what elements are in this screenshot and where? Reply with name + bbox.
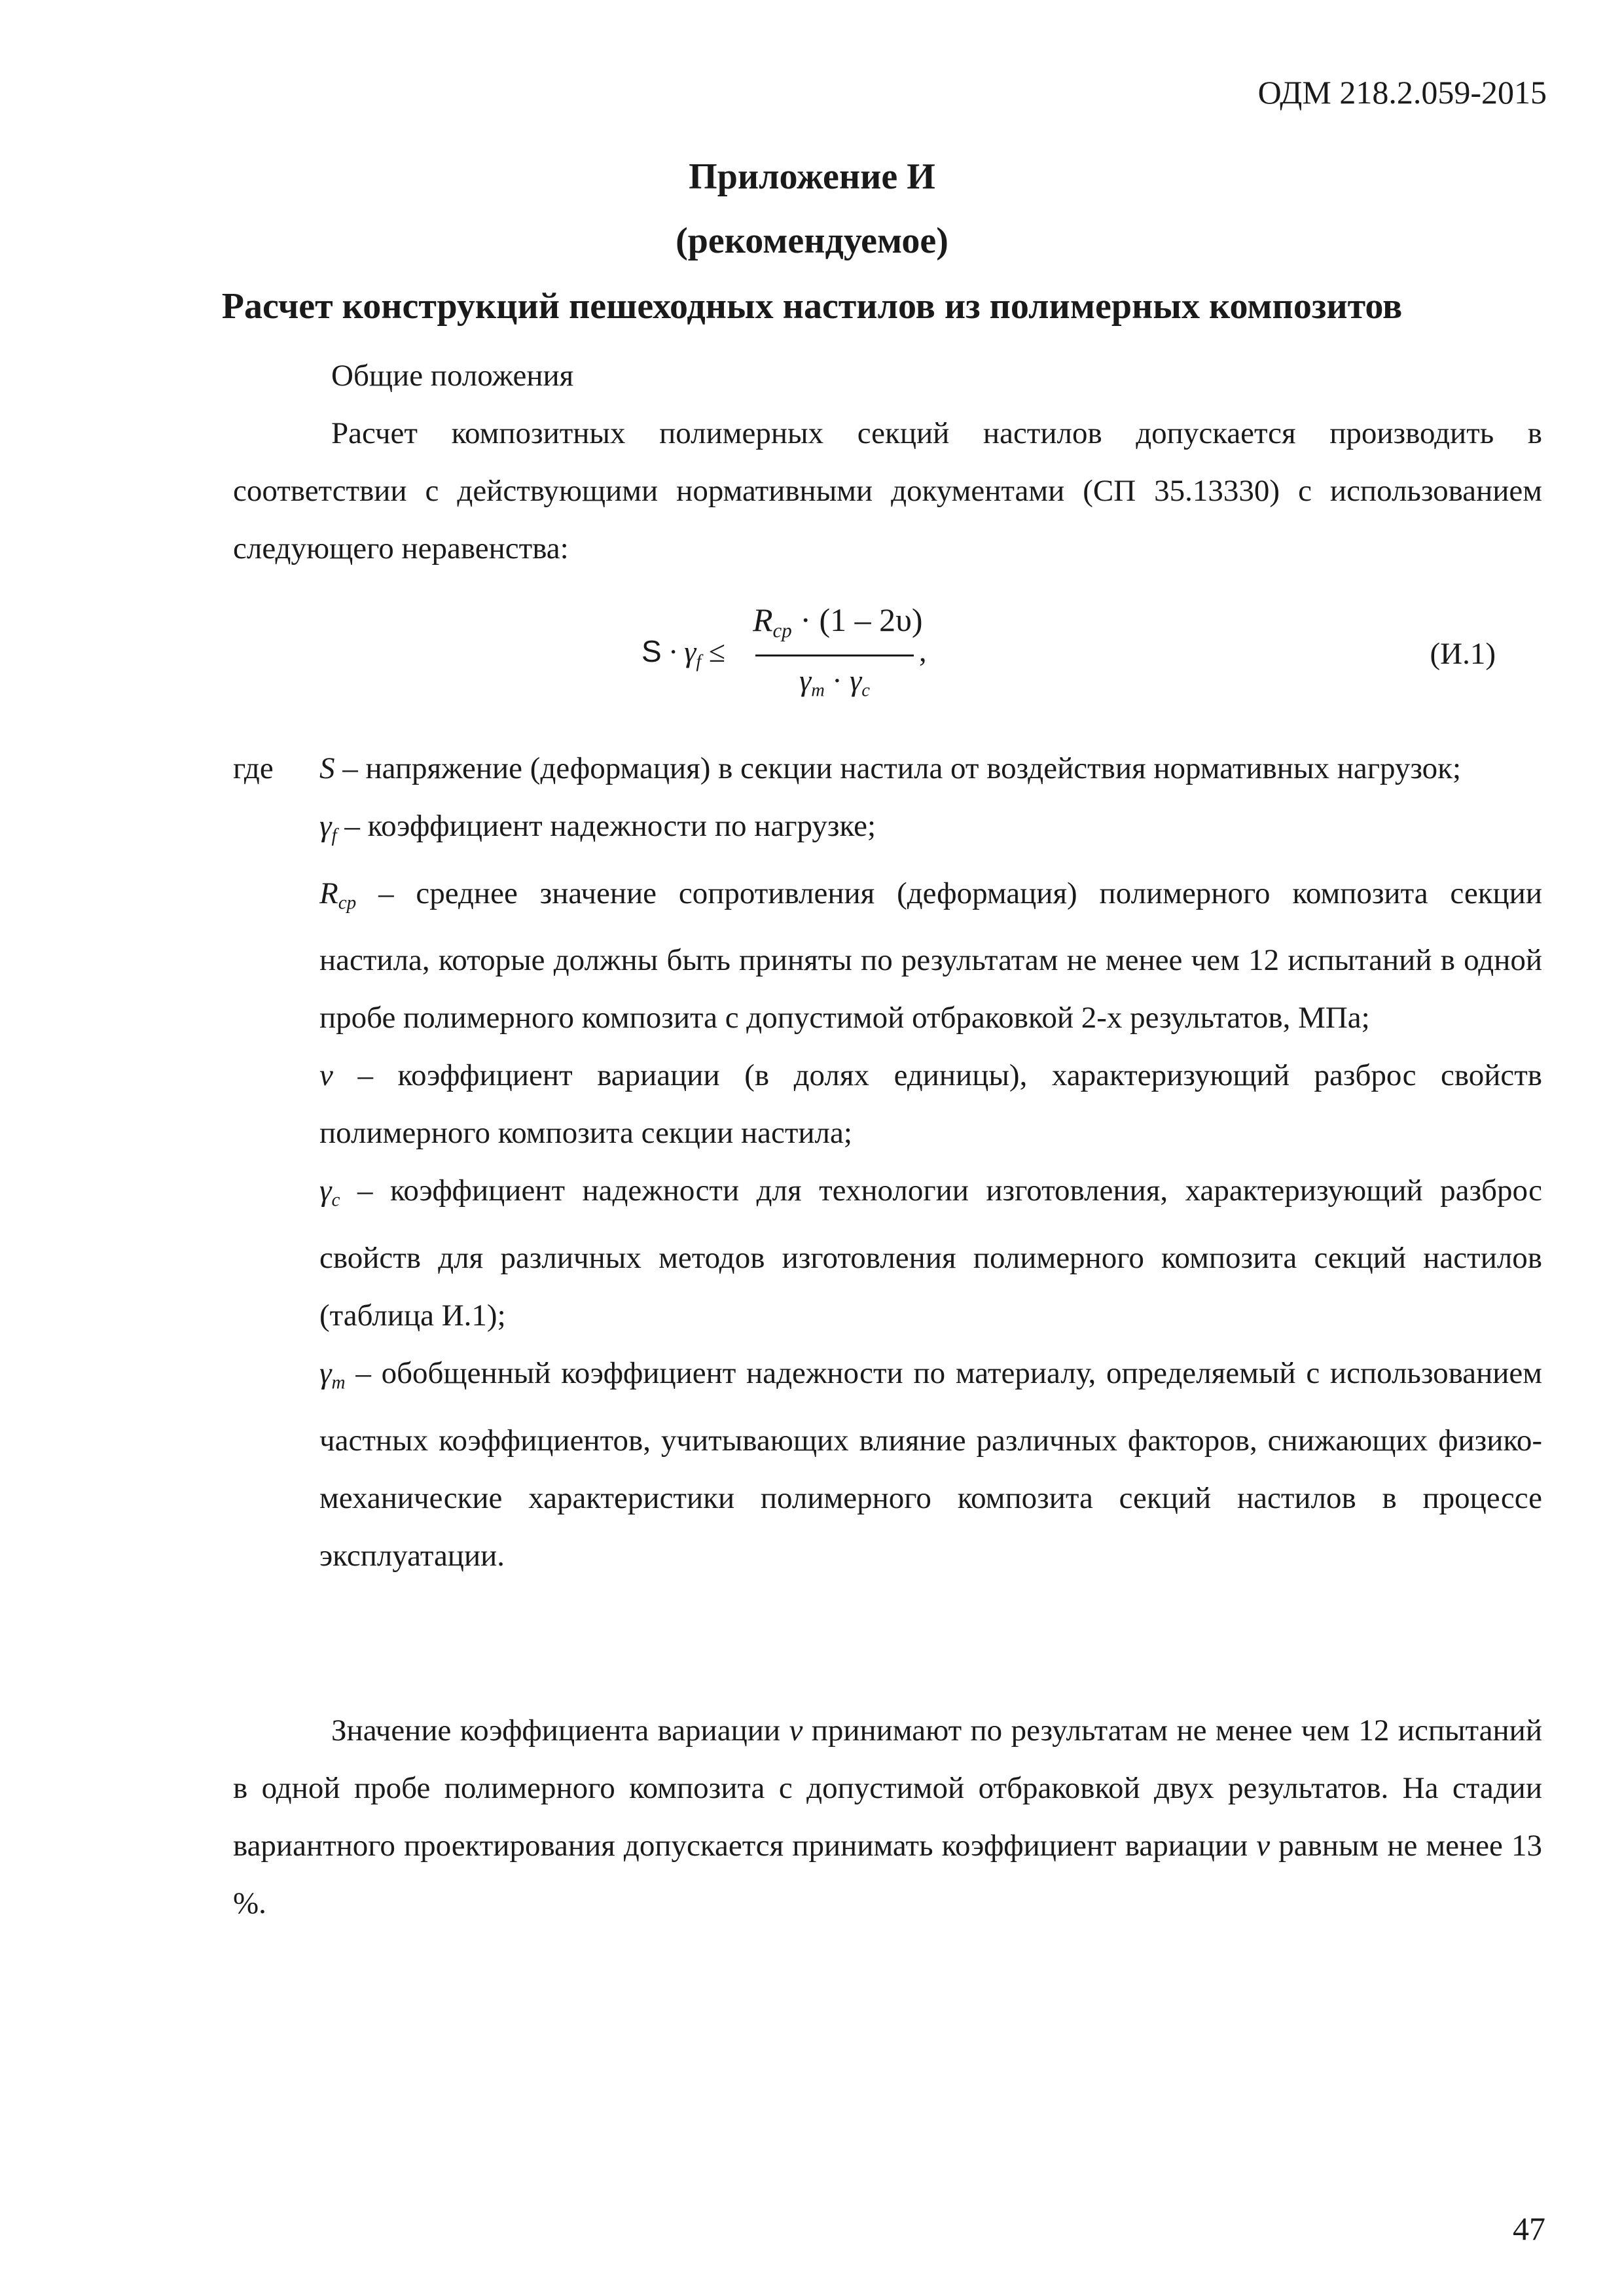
def-text: – коэффициент надежности для технологии изготовления, характеризующий разброс свойств для различных методов изготовления полимерного композита секций настилов (таблица И.1); <box>319 1174 1542 1333</box>
formula-lhs-sub: f <box>696 651 702 672</box>
formula-comma: , <box>919 634 927 668</box>
formula-lhs-gamma: · γ <box>669 635 696 668</box>
section-general-heading: Общие положения <box>331 359 574 393</box>
formula-den-sub-m: m <box>811 680 825 701</box>
def-symbol-sub: f <box>331 825 337 846</box>
def-text: – напряжение (деформация) в секции настила от воздействия нормативных нагрузок; <box>334 751 1462 785</box>
where-label: где <box>233 751 274 785</box>
formula-number: (И.1) <box>1430 637 1496 671</box>
definition-r-cp <box>319 865 1542 1047</box>
variation-symbol-nu: ν <box>789 1713 803 1748</box>
document-code: ОДМ 218.2.059-2015 <box>1257 74 1547 111</box>
appendix-status: (рекомендуемое) <box>676 221 948 261</box>
def-text: – коэффициент вариации (в долях единицы), характеризующий разброс свойств полимерного композита секции настила; <box>319 1058 1542 1151</box>
variation-text-2: принимают по результатам не менее чем 12 испытаний в одной пробе полимерного композита с допустимой отбраковкой двух результатов. На стадии вариантного проектирования допускается принимать коэффициент вариации <box>233 1713 1542 1863</box>
formula-lhs <box>641 634 725 673</box>
def-text: – обобщенный коэффициент надежности по материалу, определяемый с использованием частных коэффициентов, учитывающих влияние различных факторов, снижающих физико-механические характеристики полимерного композита секций настилов в процессе эксплуатации. <box>319 1356 1542 1573</box>
page-number: 47 <box>1513 2210 1545 2247</box>
formula-den-dot: · <box>832 664 842 698</box>
definition-gamma-f <box>319 797 1542 865</box>
formula-den-sub-c: c <box>861 680 870 701</box>
formula-denominator <box>753 656 916 715</box>
variation-paragraph <box>233 1702 1542 1932</box>
formula-num-r-sub: cp <box>772 619 792 642</box>
appendix-title: Приложение И <box>689 156 935 197</box>
variation-text-1: Значение коэффициента вариации <box>331 1713 789 1748</box>
def-symbol: γ <box>319 809 332 843</box>
formula-i1 <box>641 596 1047 726</box>
def-symbol-sub: c <box>331 1190 340 1211</box>
formula-lhs-s: S <box>641 634 662 668</box>
formula-numerator <box>753 596 923 655</box>
definition-s <box>319 740 1542 797</box>
variation-text-3: равным не менее 13 %. <box>233 1829 1542 1920</box>
formula-le: ≤ <box>708 635 726 668</box>
variation-symbol-nu-2: ν <box>1256 1829 1271 1863</box>
intro-line-2: соответствии с действующими нормативными документами (СП 35.13330) с использованием <box>233 474 1542 508</box>
def-text: – среднее значение сопротивления (деформация) полимерного композита секции настила, которые должны быть приняты по результатам не менее чем 12 испытаний в одной пробе полимерного композита с допустимой отбраковкой 2-х результатов, МПа; <box>319 876 1542 1035</box>
formula-fraction <box>753 596 923 715</box>
def-symbol-sub: cp <box>338 892 357 914</box>
definitions-list <box>319 740 1542 1585</box>
def-symbol: ν <box>319 1058 333 1093</box>
intro-paragraph <box>233 404 1542 577</box>
def-text: – коэффициент надежности по нагрузке; <box>336 809 876 843</box>
formula-num-r: R <box>753 601 773 638</box>
intro-line-1: Расчет композитных полимерных секций настилов допускается производить в <box>331 416 1542 450</box>
appendix-heading: Расчет конструкций пешеходных настилов из полимерных композитов <box>221 286 1403 327</box>
def-symbol: γ <box>319 1174 332 1208</box>
intro-line-3: следующего неравенства: <box>233 531 569 565</box>
def-symbol-sub: m <box>331 1372 346 1393</box>
formula-den-gamma-c: γ <box>850 664 862 698</box>
def-symbol: R <box>319 876 338 910</box>
formula-den-gamma-m: γ <box>799 664 812 698</box>
definition-nu <box>319 1047 1542 1162</box>
def-symbol: γ <box>319 1356 332 1391</box>
definition-gamma-c <box>319 1162 1542 1344</box>
definition-gamma-m <box>319 1344 1542 1585</box>
formula-num-rest: · (1 – 2υ) <box>800 601 923 638</box>
def-symbol: S <box>319 751 335 785</box>
